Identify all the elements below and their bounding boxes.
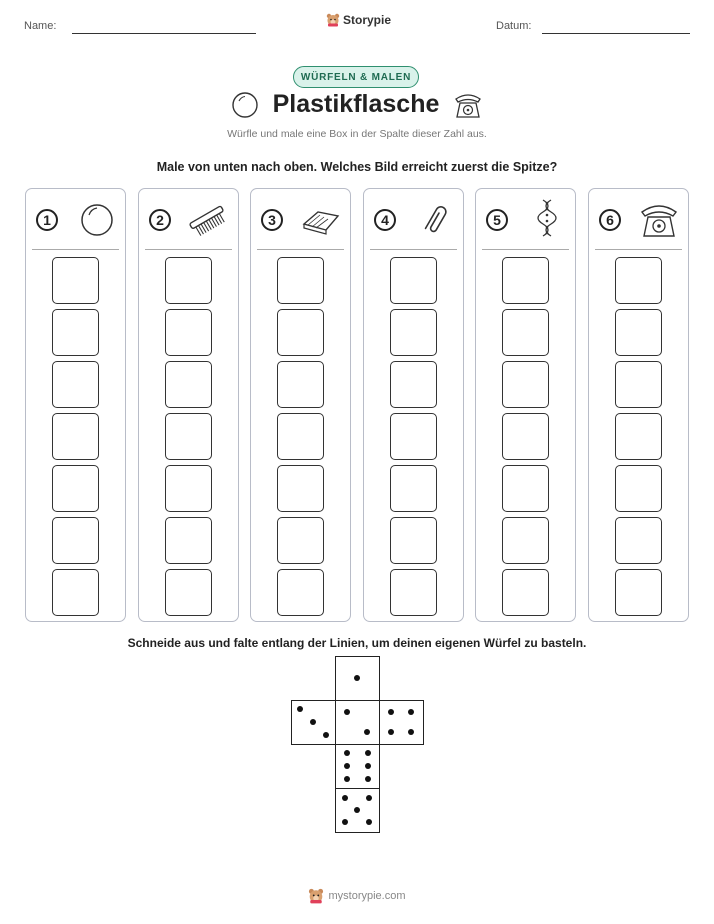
die-face-3	[291, 700, 336, 745]
coloring-box[interactable]	[390, 569, 437, 616]
number-badge: 6	[599, 209, 621, 231]
die-pip	[344, 709, 350, 715]
logo-text: Storypie	[343, 13, 392, 27]
coloring-box[interactable]	[502, 257, 549, 304]
dna-icon	[527, 198, 567, 242]
comb-icon	[186, 200, 230, 240]
die-face-6	[335, 744, 380, 789]
column-header	[374, 201, 455, 239]
die-pip	[365, 763, 371, 769]
die-face-2	[335, 700, 380, 745]
bear-logo-icon	[326, 13, 340, 27]
die-pip	[365, 750, 371, 756]
coloring-box[interactable]	[165, 257, 212, 304]
number-badge: 2	[149, 209, 171, 231]
storypie-logo	[326, 13, 391, 27]
name-line	[72, 33, 256, 34]
footer	[0, 888, 714, 904]
coloring-box[interactable]	[277, 569, 324, 616]
coloring-box[interactable]	[615, 361, 662, 408]
number-badge: 3	[261, 209, 283, 231]
page-title: Plastikflasche	[272, 90, 440, 118]
die-face-4	[379, 700, 424, 745]
die-pip	[388, 709, 394, 715]
coloring-box[interactable]	[277, 257, 324, 304]
die-face-5	[335, 788, 380, 833]
number-badge: 1	[36, 209, 58, 231]
coloring-box[interactable]	[390, 257, 437, 304]
coloring-box[interactable]	[165, 413, 212, 460]
column-divider	[482, 249, 569, 250]
column-4	[363, 188, 464, 622]
die-pip	[344, 776, 350, 782]
coloring-box[interactable]	[615, 257, 662, 304]
coloring-box[interactable]	[615, 309, 662, 356]
coloring-box[interactable]	[390, 413, 437, 460]
coloring-box[interactable]	[52, 413, 99, 460]
column-1	[25, 188, 126, 622]
coloring-box[interactable]	[165, 569, 212, 616]
coloring-box[interactable]	[165, 465, 212, 512]
bubble-icon	[77, 200, 117, 240]
die-pip	[297, 706, 303, 712]
number-badge: 4	[374, 209, 396, 231]
coloring-box[interactable]	[390, 517, 437, 564]
die-pip	[364, 729, 370, 735]
die-pip	[408, 729, 414, 735]
coloring-box[interactable]	[165, 309, 212, 356]
category-badge: WÜRFELN & MALEN	[293, 66, 419, 88]
coloring-box[interactable]	[277, 309, 324, 356]
column-header	[261, 201, 342, 239]
coloring-box[interactable]	[502, 309, 549, 356]
column-header	[36, 201, 117, 239]
coloring-box[interactable]	[52, 309, 99, 356]
coloring-box[interactable]	[277, 413, 324, 460]
column-header	[486, 201, 567, 239]
name-label: Name:	[24, 20, 57, 32]
coloring-box[interactable]	[52, 465, 99, 512]
die-pip	[354, 675, 360, 681]
coloring-box[interactable]	[52, 257, 99, 304]
coloring-box[interactable]	[165, 361, 212, 408]
column-6	[588, 188, 689, 622]
coloring-box[interactable]	[277, 517, 324, 564]
die-pip	[342, 795, 348, 801]
column-divider	[32, 249, 119, 250]
die-face-1	[335, 656, 380, 701]
instruction-text: Male von unten nach oben. Welches Bild erreicht zuerst die Spitze?	[156, 160, 558, 174]
bubble-icon	[231, 91, 259, 119]
column-2	[138, 188, 239, 622]
column-5	[475, 188, 576, 622]
die-pip	[344, 763, 350, 769]
bear-logo-icon	[308, 888, 324, 904]
coloring-box[interactable]	[615, 465, 662, 512]
coloring-box[interactable]	[502, 465, 549, 512]
die-pip	[365, 776, 371, 782]
coloring-box[interactable]	[502, 413, 549, 460]
column-divider	[370, 249, 457, 250]
coloring-box[interactable]	[277, 361, 324, 408]
coloring-box[interactable]	[615, 569, 662, 616]
coloring-box[interactable]	[52, 517, 99, 564]
column-divider	[145, 249, 232, 250]
number-badge: 5	[486, 209, 508, 231]
coloring-box[interactable]	[52, 361, 99, 408]
die-pip	[366, 795, 372, 801]
die-pip	[344, 750, 350, 756]
title-row	[0, 90, 714, 119]
date-label: Datum:	[496, 20, 532, 32]
coloring-box[interactable]	[52, 569, 99, 616]
die-pip	[354, 807, 360, 813]
die-pip	[342, 819, 348, 825]
footer-url: mystorypie.com	[328, 890, 406, 902]
die-pip	[310, 719, 316, 725]
die-pip	[323, 732, 329, 738]
column-header	[599, 201, 680, 239]
coloring-box[interactable]	[502, 361, 549, 408]
paperclip-icon	[415, 200, 455, 240]
coloring-box[interactable]	[390, 309, 437, 356]
die-pip	[388, 729, 394, 735]
column-3	[250, 188, 351, 622]
coloring-box[interactable]	[277, 465, 324, 512]
coloring-box[interactable]	[390, 465, 437, 512]
column-divider	[595, 249, 682, 250]
date-line	[542, 33, 690, 34]
coloring-box[interactable]	[165, 517, 212, 564]
telephone-icon	[453, 91, 483, 119]
washcloth-icon	[298, 200, 342, 240]
die-pip	[408, 709, 414, 715]
coloring-box[interactable]	[502, 517, 549, 564]
telephone-icon	[638, 200, 680, 240]
page-subtitle: Würfle und male eine Box in der Spalte dieser Zahl aus.	[227, 128, 487, 140]
coloring-box[interactable]	[502, 569, 549, 616]
die-pip	[366, 819, 372, 825]
column-header	[149, 201, 230, 239]
coloring-box[interactable]	[615, 413, 662, 460]
column-divider	[257, 249, 344, 250]
coloring-box[interactable]	[390, 361, 437, 408]
coloring-box[interactable]	[615, 517, 662, 564]
cut-instruction: Schneide aus und falte entlang der Linien, um deinen eigenen Würfel zu basteln.	[127, 636, 587, 650]
